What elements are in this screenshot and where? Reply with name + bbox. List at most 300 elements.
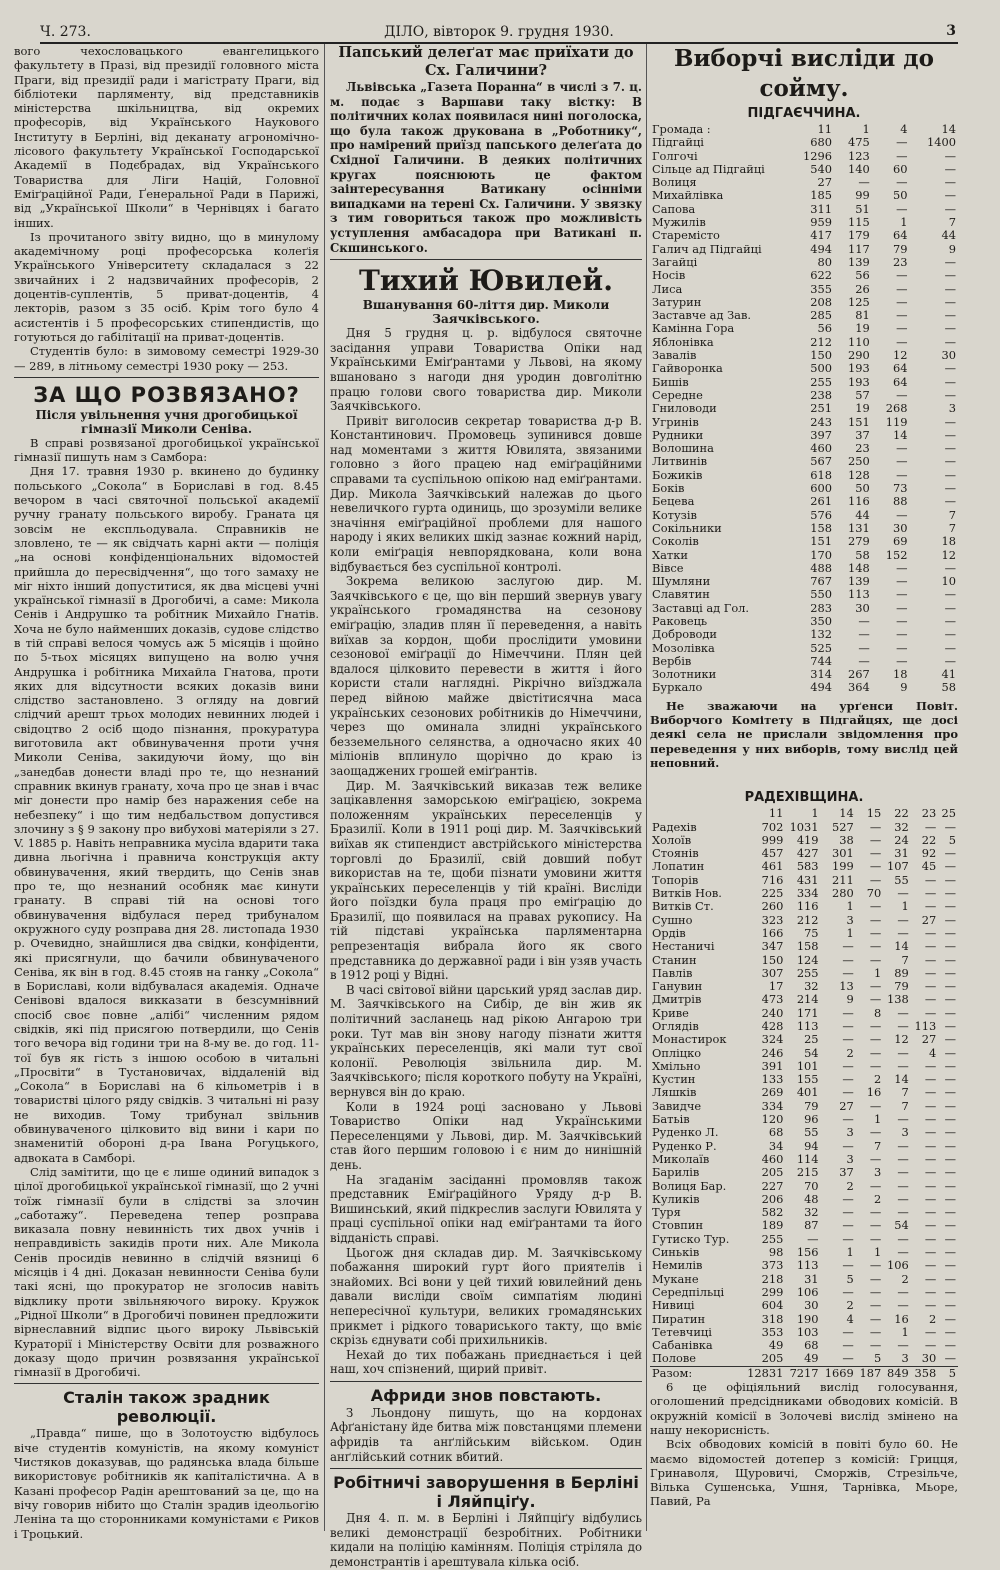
vote-count: — [897, 1205, 909, 1220]
vote-count: 13 [839, 979, 854, 994]
place-name: Шумляни [652, 574, 711, 589]
vote-count: — [924, 1271, 937, 1286]
vote-count: 22 [921, 832, 937, 847]
vote-count: 152 [885, 547, 908, 562]
vote-count: 4 [900, 122, 908, 136]
article-subtitle: Вшанування 60-ліття дир. Миколи Заячківського. [362, 298, 610, 327]
vote-count: — [842, 1218, 854, 1233]
vote-count: 9 [900, 680, 908, 695]
vote-count: — [869, 1125, 882, 1140]
table-row [650, 535, 958, 548]
vote-count: 401 [796, 1085, 819, 1100]
article-body [330, 326, 642, 1377]
place-name: Миколаїв [652, 1151, 710, 1166]
vote-count: 1 [874, 965, 882, 980]
vote-count: 48 [804, 1191, 819, 1206]
vote-count: — [869, 1284, 882, 1299]
district-title: РАДЕХІВЩИНА. [744, 790, 864, 806]
vote-count: — [924, 939, 937, 954]
vote-count: 16 [894, 1311, 909, 1326]
vote-count: — [807, 1231, 819, 1246]
vote-count: — [944, 872, 956, 887]
vote-count: 285 [810, 308, 832, 323]
vote-count: — [944, 627, 956, 642]
results-title: Виборчі висліди до сойму. [674, 45, 934, 102]
place-name: Затурин [652, 294, 702, 309]
vote-count: 2 [846, 1298, 854, 1313]
place-name: Боків [652, 481, 685, 496]
vote-count: — [842, 1058, 854, 1073]
table-row [650, 442, 958, 455]
vote-count: — [944, 481, 956, 496]
place-name: Стовпин [652, 1218, 704, 1233]
vote-count: 155 [796, 1072, 819, 1087]
vote-count: 473 [761, 992, 784, 1007]
vote-count: 279 [848, 534, 870, 549]
vote-count: 44 [855, 507, 870, 522]
table-row [650, 216, 958, 229]
vote-count: 311 [810, 201, 832, 216]
vote-count: 58 [855, 547, 870, 562]
vote-count: — [924, 899, 937, 914]
place-name: Радехів [652, 819, 697, 834]
vote-count: 214 [796, 992, 819, 1007]
vote-count: — [944, 201, 956, 216]
vote-count: 1296 [802, 148, 832, 163]
vote-count: 334 [796, 886, 819, 901]
vote-count: 205 [761, 1351, 784, 1366]
vote-count: 116 [848, 494, 870, 509]
vote-count: — [858, 175, 870, 190]
vote-count: — [924, 1085, 937, 1100]
vote-count: 116 [796, 899, 819, 914]
vote-count: 347 [761, 939, 784, 954]
place-name: Ляшків [652, 1085, 697, 1100]
paragraph: На згаданім засіданні промовляв також представник Еміґраційного Уряду д-р В. Вишинський, який підкреслив заслуги Ювилята у праці суспільної опіки над еміґрантами та його відданість справі. [330, 1172, 642, 1245]
place-name: Галич ад Підгайці [652, 241, 762, 256]
vote-count: — [944, 979, 956, 994]
vote-count: — [869, 1338, 882, 1353]
table-row [650, 628, 958, 641]
vote-count: 1 [874, 1112, 882, 1127]
place-name: Лиса [652, 281, 683, 296]
vote-count: 355 [810, 281, 832, 296]
vote-count: — [944, 1138, 956, 1153]
place-name: Сільце ад Підгайці [652, 161, 765, 176]
vote-count: 101 [796, 1058, 819, 1073]
vote-count: — [944, 587, 956, 602]
place-name: Голгочі [652, 148, 698, 163]
vote-count: — [842, 952, 854, 967]
article-body [330, 80, 642, 255]
issue-number: Ч. 273. [40, 24, 91, 40]
article-title: Сталін також зрадник революції. [63, 1388, 270, 1427]
vote-count: — [924, 1005, 937, 1020]
vote-count: 68 [804, 1338, 819, 1353]
vote-count: 767 [810, 574, 832, 589]
paragraph: Нехай до тих побажань приєднається і цей наш, хоч спізнений, щирий привіт. [330, 1347, 642, 1377]
vote-count: — [944, 1151, 956, 1166]
vote-count: 576 [810, 507, 832, 522]
vote-count: 461 [761, 859, 784, 874]
vote-count: — [944, 600, 956, 615]
paragraph: Привіт виголосив секретар товариства д-р В. Константинович. Промовець зупинився довше над моментами з життя Ювилята, звязаними головно з його працею над еміґраційними справами та суспільною опікою над еміґрантами. Дир. Микола Заячківський належав до цього невеличкого гурта одиниць, що зрозуміли велике значіння еміґраційної проблеми для нашого народу і яких великих шкід зазнає кожний нарід, коли еміґрація невпорядкована, коли вона відбувається без суспільної контролі. [330, 413, 642, 574]
vote-count: 120 [761, 1112, 784, 1127]
table-row [650, 269, 958, 282]
table-row [650, 549, 958, 562]
vote-count: 138 [887, 992, 909, 1007]
vote-count: 23 [921, 806, 937, 821]
vote-count: — [842, 1258, 854, 1273]
vote-count: 17 [768, 979, 784, 994]
vote-count: — [897, 1245, 909, 1260]
paragraph: Дня 17. травня 1930 р. вкинено до будинку польського „Сокола“ в Бориславі в год. 8.45 вечором в часі святочної польської академії ручну гранату польського виробу. Граната ця зовсім не експльодувала. Справників не зловлено, те — як свідчать карні акти — поліція „на основі конфіденціональних відомостей прийшла до пересвідчення“, що того замаху не міг ніхто інший допуститися, як два місцеві учні української гімназії в Дрогобичі, а саме: Микола Сенів і Андрушко та робітник Михайло Гнатів. Хоча не було найменших доказів, судове слідство в тій справі велося чомусь аж 5 місяців і щойно по 5-тьох місяцях випущено на волю учня Андрушка і робітника Михайла Гнатова, проти яких для відсутности всяких доказів вини слідство застановлено. З огляду на довгий слідчий арешт трьох молодих невинних людей і свідоцтво 2 осіб щодо пізнання, прокуратура виготовила акт обвинувачення проти учня Миколи Сеніва, закидуючи йому, що він „занедбав донести владі про те, що незнаний справник вкинув гранату, хоча про це знав і вчас міг донести про намір без наражения себе на небезпеку“ і що тим недбальством допустився злочину з § 9 закону про вибухові матеріяли з 27. V. 1885 р. Навіть неправника мусіла вдарити така дивна льогічна і правнича конструкція акту обвинувачення, який твердить, що Сенів знав про те, що незнаний особняк має кинути гранату. В справі тій на основі того обвинувачення відбулася перед трибуналом окружного суду розправа дня 28. листопада 1930 р. Очевидно, знайшлися два свідки, конфіденти, які присягнули, що бачили обвинуваченого Сеніва, як він в год. 8.45 стояв на ганку „Сокола“ в Бориславі, коли відбувалася академія. Одначе Сенівові вдалося викказати в безсумнівний спосіб своє повне „алібі“ численним рядом свідків, які під присягою потвердили, що Сенів того вечора від години три на 8-му ве. до год. 11-тої був як гість з іншою особою в читальні „Просвіти“ в Тустановичах, віддаленій від „Сокола“ в Бориславі на 6 кільометрів і в товаристві цілого ряду свідків. З читальні ні разу не виходив. Тому трибунал звільнив обвинуваченого цілковито від вини і кари по знаменитій обороні д-ра Івана Рогуцького, адвоката в Самборі. [14, 464, 319, 1165]
vote-count: — [944, 1098, 956, 1113]
place-name: Мужилів [652, 215, 706, 230]
vote-count: — [896, 201, 908, 216]
vote-count: 2 [846, 1045, 854, 1060]
vote-count: — [842, 965, 854, 980]
table-row [650, 914, 958, 927]
vote-count: — [897, 1178, 909, 1193]
vote-count: 124 [796, 952, 819, 967]
paragraph: Слід замітити, що це є лише одиний випадок з цілої дрогобицької української гімназії, що 2 учні тоїж гімназії були в слідстві за злочин „саботажу“. Переведена тепер розправа виказала повну невинність тих двох учнів і неправдивість закидів проти них. Але Микола Сенів просидів невинно в слідчій вязниці 6 місяців і 4 дні. Доказан невинности Сеніва були такі ясні, що прокуратор не зголосив навіть відклику проти звільняючого вироку. Кружок „Рідної Школи“ в Дрогобичі повинен предложити вірнеславний відпис цього вироку Львівській Кураторії і Міністерству Освіти для розважного доказу щодо причин розвязання української гімназії в Дрогобичі. [14, 1164, 319, 1380]
vote-count: 9 [846, 992, 854, 1007]
place-name: Гутиско Тур. [652, 1231, 730, 1246]
vote-count: — [869, 846, 882, 861]
vote-count: 7 [948, 520, 956, 535]
vote-count: 150 [810, 348, 832, 363]
article-body [330, 1406, 642, 1464]
table-row [650, 940, 958, 953]
vote-count: 494 [810, 241, 832, 256]
table-row [650, 1060, 958, 1073]
vote-count: — [924, 979, 937, 994]
table-row [650, 322, 958, 335]
vote-count: 1 [901, 1324, 909, 1339]
paragraph: Цьогож дня складав дир. М. Заячківському побажання широкий гурт його приятелів і знайомих. Всі вони у цей тихий ювилейний день давали висліди своїм симпатіям людині непересічної культури, великих громадянських прикмет і рідкого товариського такту, що вміє скрізь єднувати собі прихильників. [330, 1245, 642, 1348]
table-row [650, 1286, 958, 1299]
vote-count: 1 [901, 899, 909, 914]
vote-count: 98 [768, 1245, 784, 1260]
vote-count: — [869, 872, 882, 887]
vote-count: 179 [848, 228, 870, 243]
table-row [650, 176, 958, 189]
vote-count: 23 [855, 441, 870, 456]
vote-count: — [944, 1271, 956, 1286]
vote-count: 55 [894, 872, 909, 887]
table-row [650, 296, 958, 309]
vote-count: 58 [941, 680, 956, 695]
vote-count: — [842, 1338, 854, 1353]
vote-count: 189 [761, 1218, 784, 1233]
vote-count: — [944, 494, 956, 509]
vote-count: 500 [810, 361, 832, 376]
vote-count: 3 [846, 1151, 854, 1166]
vote-count: 246 [761, 1045, 784, 1060]
table-row [650, 1007, 958, 1020]
vote-count: — [897, 912, 909, 927]
vote-count: — [944, 1298, 956, 1313]
vote-count: 4 [846, 1311, 854, 1326]
table-row [650, 575, 958, 588]
table-header [650, 807, 958, 820]
column-divider [324, 44, 325, 1531]
vote-count: 2 [874, 1191, 882, 1206]
vote-count: 849 [887, 1365, 909, 1380]
vote-count: 7 [901, 952, 909, 967]
place-name: Бишів [652, 374, 689, 389]
table-row [650, 522, 958, 535]
vote-count: — [896, 268, 908, 283]
vote-count: 60 [893, 161, 908, 176]
vote-count: — [924, 1231, 937, 1246]
place-name: Доброводи [652, 627, 718, 642]
vote-count: — [869, 1271, 882, 1286]
table-row [650, 668, 958, 681]
vote-count: — [924, 1178, 937, 1193]
column-3 [650, 44, 958, 1531]
vote-count: — [924, 1205, 937, 1220]
table-row [650, 229, 958, 242]
vote-count: — [842, 1072, 854, 1087]
vote-count: — [896, 574, 908, 589]
vote-count: 31 [804, 1271, 819, 1286]
vote-count: 113 [914, 1019, 937, 1033]
vote-count: — [924, 952, 937, 967]
vote-count: 959 [810, 215, 832, 230]
vote-count: 38 [839, 832, 854, 847]
intro-text [14, 44, 319, 373]
place-name: Сапова [652, 201, 696, 216]
vote-count: 1 [862, 122, 870, 136]
paragraph: В справі розвязаної дрогобицької української гімназії пишуть нам з Самбора: [14, 435, 319, 465]
vote-count: — [858, 640, 870, 655]
vote-count: 79 [893, 241, 908, 256]
table-row [650, 1259, 958, 1272]
vote-count: 81 [855, 308, 870, 323]
vote-count: — [924, 1165, 937, 1180]
vote-count: 123 [848, 148, 870, 163]
paragraph: В часі світової війни царський уряд заслав дир. М. Заячківського на Сибір, де він жив як політичний засланець над рікою Ангарою три роки. Тут мав він знову нагоду пізнати життя українських переселенців, які мали тут свої колонії. Революція звільнила дир. М. Заячківського; після короткого побуту на Україні, вернувся він до краю. [330, 982, 642, 1099]
paragraph: Дир. М. Заячківський виказав теж велике зацікавлення заморською еміґрацією, зокрема положенням українських переселенців у Бразилії. Коли в 1911 році дир. М. Заячківський виїхав як стипендист австрійського міністерства торговлі до Бразилії, свій довший побут використав на те, щоби пізнати умовини життя українських переселенців у тій країні. Висліди його поїздки була праця про еміґрацію до Бразилії, що появилася на правах рукопису. На тій підставі українська парляментарна репрезентація вибрала його як свого представника до державної ради і він узяв участь в 1912 році у Відні. [330, 778, 642, 983]
vote-count: 680 [810, 135, 832, 150]
vote-count: 324 [761, 1032, 784, 1047]
table-row [650, 1339, 958, 1352]
vote-count: 139 [848, 574, 870, 589]
vote-count: — [896, 308, 908, 323]
vote-count: 540 [810, 161, 832, 176]
vote-count: 25 [804, 1032, 819, 1047]
vote-count: — [944, 1284, 956, 1299]
vote-count: 744 [810, 653, 832, 668]
vote-count: 227 [761, 1178, 784, 1193]
vote-count: — [869, 859, 882, 874]
place-name: Раковець [652, 613, 708, 628]
vote-count: 18 [941, 534, 956, 549]
vote-count: 94 [804, 1138, 819, 1153]
vote-count: 54 [804, 1045, 819, 1060]
table-header [650, 123, 958, 136]
vote-count: 22 [894, 806, 909, 821]
place-name: Буркало [652, 680, 703, 695]
paragraph: З Льондону пишуть, що на кордонах Афґаністану йде битва між повстанцями племени афридів та анґлійським військом. Один анґлійський сотник вбитий. [330, 1405, 642, 1464]
vote-count: — [897, 1284, 909, 1299]
vote-count: 397 [810, 427, 832, 442]
table-row [650, 256, 958, 269]
vote-count: 431 [796, 872, 819, 887]
vote-count: — [897, 886, 909, 901]
place-name: Немилів [652, 1258, 703, 1273]
vote-count: — [842, 939, 854, 954]
place-name: Дмитрів [652, 992, 702, 1007]
vote-count: — [896, 281, 908, 296]
vote-count: — [924, 1058, 937, 1073]
vote-count: — [924, 1072, 937, 1087]
vote-count: — [944, 1125, 956, 1140]
place-name: Топорів [652, 872, 699, 887]
vote-count: 488 [810, 560, 832, 575]
vote-count: 1669 [824, 1365, 854, 1380]
vote-count: — [924, 1338, 937, 1353]
table-row [650, 900, 958, 913]
table-row [650, 469, 958, 482]
vote-count: 5 [948, 1365, 956, 1380]
vote-count: 10 [941, 574, 956, 589]
table-row [650, 1246, 958, 1259]
vote-count: 550 [810, 587, 832, 602]
vote-count: 113 [848, 587, 870, 602]
place-name: Загайці [652, 254, 698, 269]
vote-count: — [896, 600, 908, 615]
table-row [650, 163, 958, 176]
vote-count: — [944, 1324, 956, 1339]
vote-count: — [944, 613, 956, 628]
vote-count: — [924, 1138, 937, 1153]
vote-count: — [944, 912, 956, 927]
article-title: Тихий Ювилей. [359, 264, 613, 298]
vote-count: 7 [948, 507, 956, 522]
vote-count: 56 [817, 321, 832, 336]
vote-count: — [944, 1205, 956, 1220]
vote-count: — [842, 1284, 854, 1299]
vote-count: 117 [848, 241, 870, 256]
table-row [650, 336, 958, 349]
table-row [650, 1219, 958, 1232]
vote-count: 64 [893, 361, 908, 376]
vote-count: — [896, 441, 908, 456]
column-1 [14, 44, 319, 1541]
vote-count: 89 [894, 965, 909, 980]
table-row [650, 1033, 958, 1046]
vote-count: 156 [796, 1245, 819, 1260]
vote-count: 131 [848, 520, 870, 535]
place-name: Сокільники [652, 520, 722, 535]
vote-count: — [897, 1231, 909, 1246]
vote-count: 14 [893, 427, 908, 442]
vote-count: — [896, 135, 908, 150]
vote-count: 1 [846, 1245, 854, 1260]
vote-count: — [944, 1218, 956, 1233]
table-row [650, 681, 958, 694]
vote-count: 583 [796, 859, 819, 874]
vote-count: 99 [855, 188, 870, 203]
vote-count: 128 [848, 467, 870, 482]
vote-count: 12 [941, 547, 956, 562]
vote-count: — [858, 613, 870, 628]
vote-count: 19 [855, 401, 870, 416]
article-body [330, 1511, 642, 1569]
table-row [650, 602, 958, 615]
vote-count: — [944, 268, 956, 283]
divider [330, 1381, 642, 1382]
paragraph: Із прочитаного звіту видно, що в минулому академічному році професорська колеґія Українського Університету складалася з 22 звичайних і 2 надзвичайних професорів, 2 доцентів-суплентів, 5 приват-доцентів, 4 лекторів, разом з 35 осіб. Крім того було 4 асистентів і 5 професорських стипендистів, що готуються до габілітації на приват-доцентів. [14, 229, 319, 344]
district-title: ПІДГАЄЧЧИНА. [747, 106, 861, 121]
vote-count: — [944, 374, 956, 389]
vote-count: — [897, 1005, 909, 1020]
place-name: Підгайці [652, 135, 704, 150]
place-name: Камінна Гора [652, 321, 735, 336]
table-row [650, 874, 958, 887]
vote-count: — [869, 1205, 882, 1220]
table-row [650, 1326, 958, 1339]
vote-count: 3 [846, 912, 854, 927]
vote-count: — [944, 334, 956, 349]
place-name: Разом: [652, 1365, 693, 1380]
vote-count: 158 [810, 520, 832, 535]
vote-count: — [944, 441, 956, 456]
vote-count: — [944, 1045, 956, 1060]
place-name [650, 807, 742, 820]
vote-count: — [842, 1351, 854, 1366]
divider [330, 1468, 642, 1469]
vote-count: 314 [810, 667, 832, 682]
vote-count: 170 [810, 547, 832, 562]
vote-count: 283 [810, 600, 832, 615]
vote-count: 7 [948, 215, 956, 230]
place-name: Завалів [652, 348, 697, 363]
article-title: Робітничі заворушення в Берліні і Ляйпціґу. [333, 1473, 639, 1512]
vote-count: — [869, 925, 882, 940]
place-name: Мозолівка [652, 640, 715, 655]
vote-count: 75 [804, 925, 819, 940]
vote-count: — [924, 965, 937, 980]
place-name: Бецева [652, 494, 695, 509]
place-name: Оглядів [652, 1019, 699, 1033]
vote-count: 27 [921, 1032, 937, 1047]
vote-count: 30 [921, 1351, 937, 1366]
place-name: Опліцко [652, 1045, 702, 1060]
vote-count: — [944, 1058, 956, 1073]
vote-count: 7 [901, 1098, 909, 1113]
vote-count: — [842, 1231, 854, 1246]
vote-count: 255 [796, 965, 819, 980]
vote-count: — [897, 1019, 909, 1033]
vote-count: 2 [901, 1271, 909, 1286]
vote-count: — [897, 1165, 909, 1180]
divider [330, 259, 642, 260]
table-row [650, 954, 958, 967]
place-name: Лопатин [652, 859, 705, 874]
place-name: Сушно [652, 912, 693, 927]
table-row [650, 376, 958, 389]
vote-count: 243 [810, 414, 832, 429]
place-name: Волиця [652, 175, 697, 190]
place-name: Заставче ад Зав. [652, 308, 752, 323]
vote-count: — [944, 819, 956, 834]
place-name: Ордів [652, 925, 686, 940]
page-header [40, 20, 958, 44]
